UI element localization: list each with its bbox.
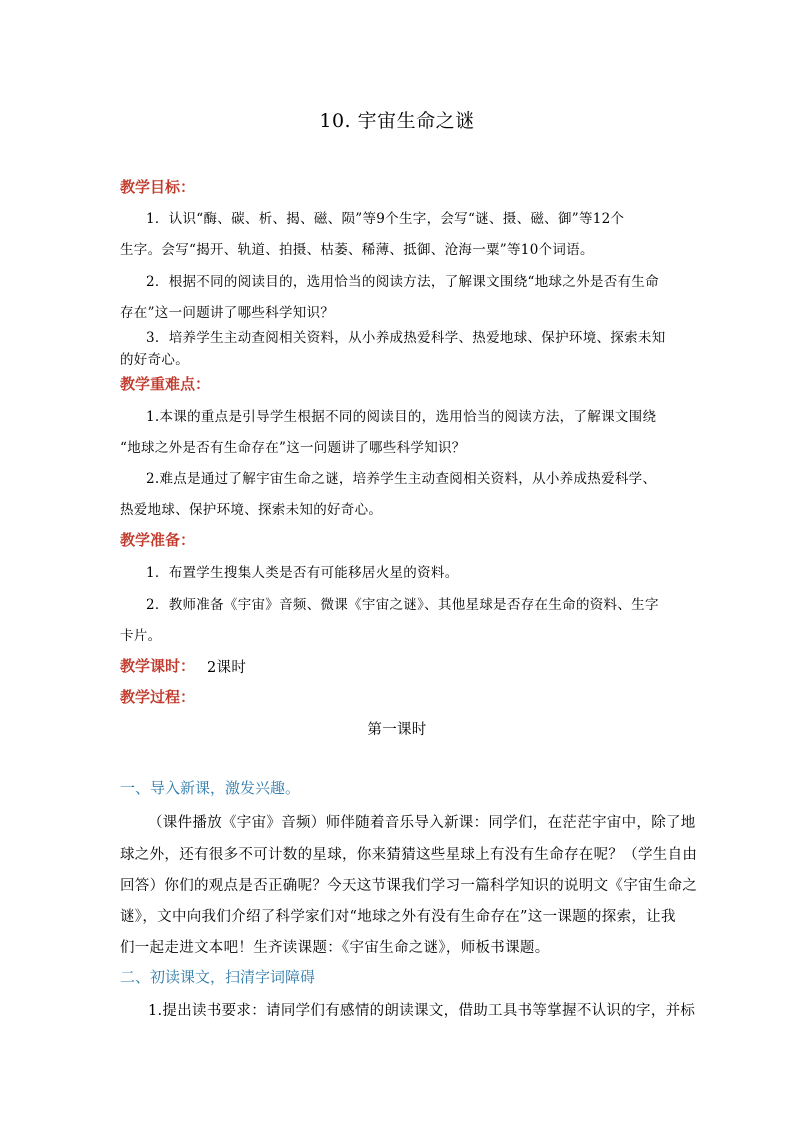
goals-line: 1．认识“酶、碳、析、揭、磁、陨”等9个生字，会写“谜、摄、磁、御”等12个 xyxy=(146,211,625,227)
keypoints-line: 2.难点是通过了解宇宙生命之谜，培养学生主动查阅相关资料，从小养成热爱科学、 xyxy=(146,471,657,487)
hours-value: 2课时 xyxy=(207,660,247,676)
prep-line: 2．教师准备《宇宙》音频、微课《宇宙之谜》、其他星球是否存在生命的资料、生字 xyxy=(146,597,659,613)
page-title: 10. 宇宙生命之谜 xyxy=(319,110,475,132)
section2-line: 1.提出读书要求：请同学们有感情的朗读课文，借助工具书等掌握不认识的字，并标 xyxy=(148,1003,696,1019)
goals-line: 的好奇心。 xyxy=(120,352,189,368)
section1-line: 谜》，文中向我们介绍了科学家们对“地球之外有没有生命存在”这一课题的探索，让我 xyxy=(120,909,676,925)
section1-line: 球之外，还有很多不可计数的星球，你来猜猜这些星球上有没有生命存在呢？（学生自由 xyxy=(120,847,698,863)
prep-line: 卡片。 xyxy=(120,628,162,644)
goals-line: 存在”这一问题讲了哪些科学知识？ xyxy=(120,305,335,321)
process-heading: 教学过程： xyxy=(120,688,196,706)
keypoints-line: “地球之外是否有生命存在”这一问题讲了哪些科学知识？ xyxy=(120,440,466,456)
prep-heading: 教学准备： xyxy=(120,531,196,549)
keypoints-heading: 教学重难点： xyxy=(120,375,211,393)
goals-line: 生字。会写“揭开、轨道、拍摄、枯萎、稀薄、抵御、沧海一粟”等10个词语。 xyxy=(120,242,594,258)
goals-heading: 教学目标： xyxy=(120,178,196,196)
keypoints-line: 1.本课的重点是引导学生根据不同的阅读目的，选用恰当的阅读方法，了解课文围绕 xyxy=(146,409,657,425)
section1-line: 们一起走进文本吧！生齐读课题：《宇宙生命之谜》，师板书课题。 xyxy=(120,940,550,956)
section2-heading: 二、初读课文，扫清字词障碍 xyxy=(120,968,316,986)
section1-heading: 一、导入新课，激发兴趣。 xyxy=(120,779,301,797)
hours-heading: 教学课时： xyxy=(120,657,196,675)
section1-line: 回答）你们的观点是否正确呢？今天这节课我们学习一篇科学知识的说明文《宇宙生命之 xyxy=(120,878,698,894)
prep-line: 1．布置学生搜集人类是否有可能移居火星的资料。 xyxy=(146,565,459,581)
section1-line: （课件播放《宇宙》音频）师伴随着音乐导入新课：同学们，在茫茫宇宙中，除了地 xyxy=(148,815,696,831)
keypoints-line: 热爱地球、保护环境、探索未知的好奇心。 xyxy=(120,502,383,518)
goals-line: 3．培养学生主动查阅相关资料，从小养成热爱科学、热爱地球、保护环境、探索未知 xyxy=(146,330,666,346)
goals-line: 2．根据不同的阅读目的，选用恰当的阅读方法，了解课文围绕“地球之外是否有生命 xyxy=(146,274,659,290)
lesson-title: 第一课时 xyxy=(367,722,427,738)
